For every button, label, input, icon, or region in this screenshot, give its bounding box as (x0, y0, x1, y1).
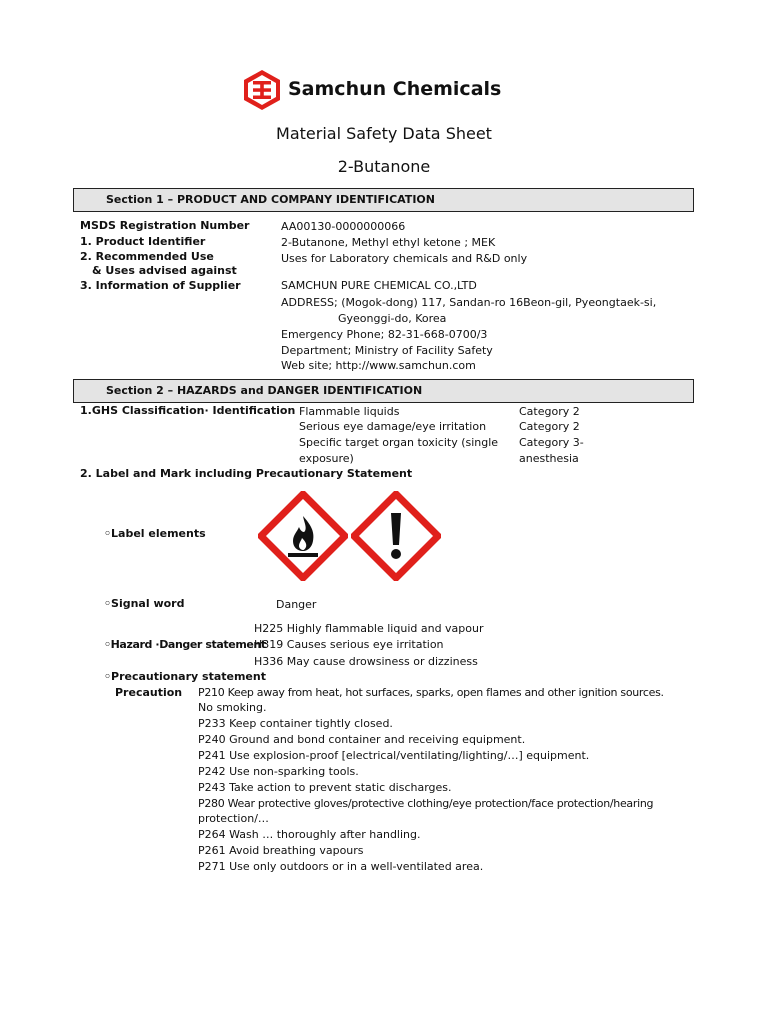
document-title: Material Safety Data Sheet (276, 124, 492, 143)
section-2-title: Section 2 – HAZARDS and DANGER IDENTIFICATION (106, 384, 423, 397)
uses-advised-label: & Uses advised against (92, 264, 237, 277)
precaution-p242: P242 Use non-sparking tools. (198, 765, 359, 778)
hazard-category-3: Category 3- (519, 436, 584, 449)
supplier-website: Web site; http://www.samchun.com (281, 359, 476, 372)
signal-word-value: Danger (276, 598, 317, 611)
ghs-classification-label: 1.GHS Classification· Identification (80, 404, 296, 417)
supplier-department: Department; Ministry of Facility Safety (281, 344, 493, 357)
precautionary-statement-label: ◦Precautionary statement (104, 670, 266, 683)
precaution-p271: P271 Use only outdoors or in a well-ventilated area. (198, 860, 484, 873)
hazard-statement-label: ◦Hazard ·Danger statement (104, 638, 266, 651)
exclamation-pictogram-icon (351, 491, 441, 581)
precaution-p240: P240 Ground and bond container and receiving equipment. (198, 733, 526, 746)
section-2-header (73, 379, 694, 403)
msds-reg-label: MSDS Registration Number (80, 219, 250, 232)
samchun-logo-icon (240, 68, 284, 112)
supplier-name: SAMCHUN PURE CHEMICAL CO.,LTD (281, 279, 477, 292)
section-1-title: Section 1 – PRODUCT AND COMPANY IDENTIFICATION (106, 193, 435, 206)
product-identifier-value: 2-Butanone, Methyl ethyl ketone ; MEK (281, 236, 496, 249)
precaution-label: Precaution (115, 686, 183, 699)
hazard-class-3-cont: exposure) (299, 452, 354, 465)
supplier-address-1: ADDRESS; (Mogok-dong) 117, Sandan-ro 16Beon-gil, Pyeongtaek-si, (281, 296, 657, 309)
hazard-class-3: Specific target organ toxicity (single (299, 436, 499, 449)
precaution-p261: P261 Avoid breathing vapours (198, 844, 364, 857)
precaution-p233: P233 Keep container tightly closed. (198, 717, 393, 730)
precaution-p280: P280 Wear protective gloves/protective clothing/eye protection/face protection/hearing (198, 797, 654, 810)
precaution-p264: P264 Wash … thoroughly after handling. (198, 828, 421, 841)
hazard-category-1: Category 2 (519, 405, 580, 418)
flame-pictogram-icon (258, 491, 348, 581)
supplier-label: 3. Information of Supplier (80, 279, 241, 292)
precaution-p210-cont: No smoking. (198, 701, 267, 714)
hazard-statement-2: H319 Causes serious eye irritation (254, 638, 444, 651)
supplier-address-2: Gyeonggi-do, Korea (338, 312, 447, 325)
signal-word-label: ◦Signal word (104, 597, 185, 610)
hazard-statement-1: H225 Highly flammable liquid and vapour (254, 622, 484, 635)
precaution-p243: P243 Take action to prevent static discharges. (198, 781, 452, 794)
product-title: 2-Butanone (337, 157, 431, 176)
product-identifier-label: 1. Product Identifier (80, 235, 206, 248)
recommended-use-value: Uses for Laboratory chemicals and R&D only (281, 252, 528, 265)
supplier-emergency: Emergency Phone; 82-31-668-0700/3 (281, 328, 488, 341)
label-mark-heading: 2. Label and Mark including Precautionary Statement (80, 467, 413, 480)
company-name: Samchun Chemicals (288, 78, 502, 100)
section-1-header (73, 188, 694, 212)
label-elements-label: ◦Label elements (104, 527, 206, 540)
recommended-use-label: 2. Recommended Use (80, 250, 214, 263)
hazard-category-3-cont: anesthesia (519, 452, 579, 465)
precaution-p210: P210 Keep away from heat, hot surfaces, sparks, open flames and other ignition sources. (198, 686, 664, 699)
precaution-p241: P241 Use explosion-proof [electrical/ventilating/lighting/…] equipment. (198, 749, 590, 762)
hazard-statement-3: H336 May cause drowsiness or dizziness (254, 655, 478, 668)
hazard-category-2: Category 2 (519, 420, 580, 433)
company-logo (240, 68, 500, 116)
msds-reg-value: AA00130-0000000066 (281, 220, 406, 233)
hazard-class-1: Flammable liquids (299, 405, 400, 418)
precaution-p280-cont: protection/… (198, 812, 269, 825)
hazard-class-2: Serious eye damage/eye irritation (299, 420, 487, 433)
